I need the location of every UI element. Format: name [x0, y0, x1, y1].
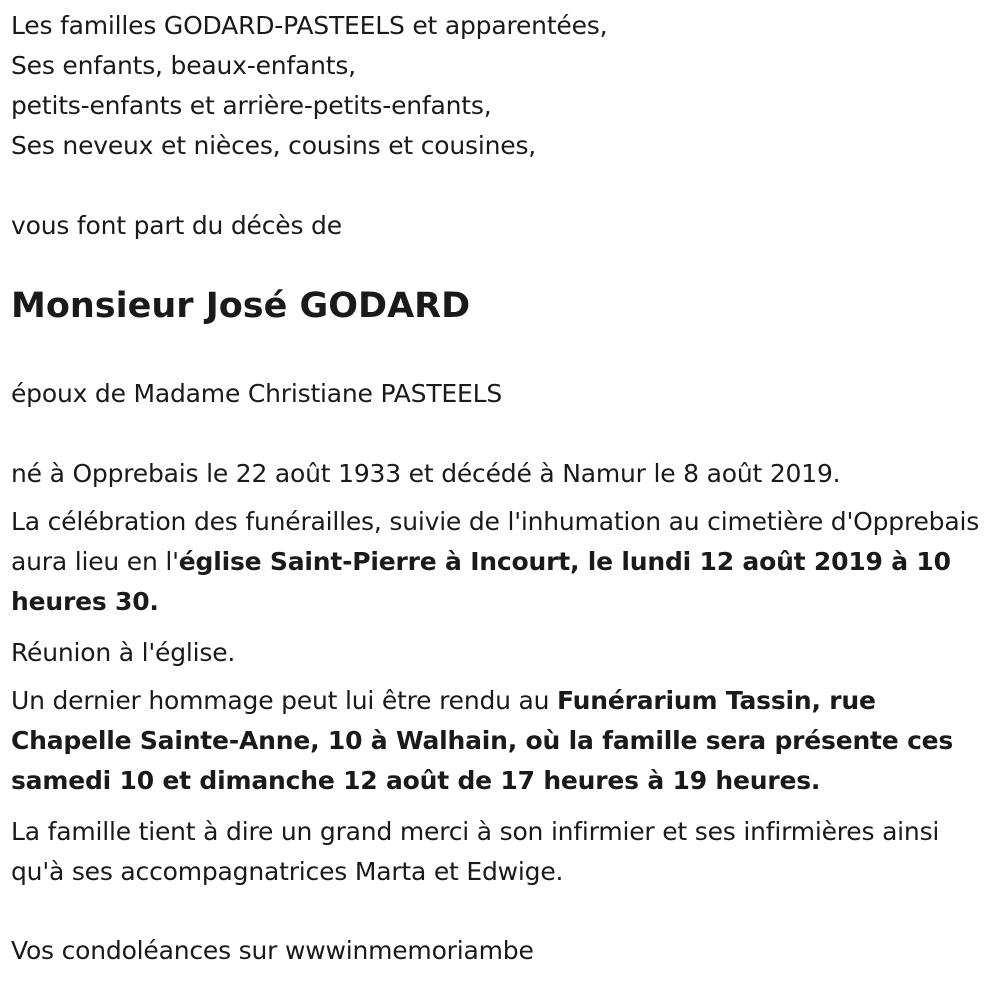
intro-line-grandchildren: petits-enfants et arrière-petits-enfants, [11, 91, 492, 120]
announce-text: vous font part du décès de [11, 211, 342, 240]
homage-text: Un dernier hommage peut lui être rendu au [11, 686, 558, 715]
homage-paragraph [11, 681, 986, 801]
reunion-text: Réunion à l'église. [11, 638, 236, 667]
birth-death-text: né à Opprebais le 22 août 1933 et décédé à Namur le 8 août 2019. [11, 459, 841, 488]
funeral-location-date: église Saint-Pierre à Incourt, le lundi 12 août 2019 à 10 heures 30. [11, 547, 951, 616]
deceased-name: Monsieur José GODARD [11, 286, 471, 326]
intro-line-nephews: Ses neveux et nièces, cousins et cousines, [11, 131, 537, 160]
condolences-text: Vos condoléances sur wwwinmemoriambe [11, 936, 534, 965]
intro-line-families: Les familles GODARD-PASTEELS et apparentées, [11, 11, 608, 40]
funeral-text: La célébration des funérailles, suivie de l'inhumation au cimetière d'Opprebais aura lieu en l' [11, 507, 980, 576]
funeral-paragraph [11, 502, 986, 622]
homage-location-times: Funérarium Tassin, rue Chapelle Sainte-Anne, 10 à Walhain, où la famille sera présente ces samedi 10 et dimanche 12 août de 17 heures à 19 heures. [11, 686, 954, 795]
spouse-text: époux de Madame Christiane PASTEELS [11, 379, 502, 408]
intro-line-children: Ses enfants, beaux-enfants, [11, 51, 356, 80]
thanks-paragraph: La famille tient à dire un grand merci à son infirmier et ses infirmières ainsi qu'à ses accompagnatrices Marta et Edwige. [11, 817, 940, 886]
